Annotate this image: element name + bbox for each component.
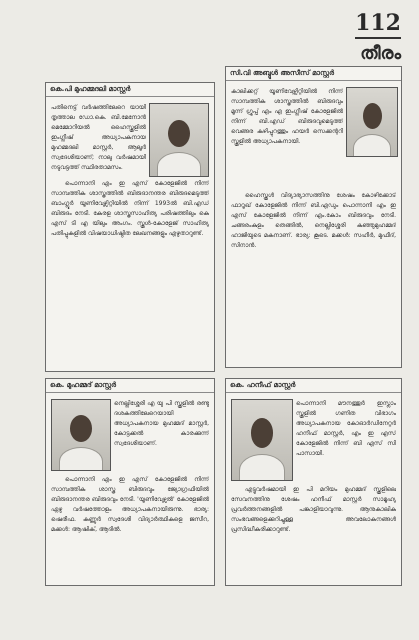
magazine-title: തീരം	[360, 43, 401, 64]
profile-section-muhammadali	[45, 82, 215, 372]
page-number: 112	[355, 10, 401, 39]
section-title: കെ.പി മുഹമ്മദലി മാസ്റ്റർ	[46, 83, 214, 97]
profile-section-abdul-azeez	[225, 66, 402, 368]
section-intro-text: പൊന്നാനി മൗനത്തൂർ ഇസ്ലാം സ്കൂളിൽ ഗണിത വിഭാഗം അധ്യാപകനായ കോഓർഡിനേറ്റർ ഹനീഫ് മാസ്റ്റർ, എം ഇ എസ് കോളേജിൽ നിന്ന് ബി എസ് സി പാസായി.	[296, 400, 396, 457]
portrait-photo	[346, 87, 398, 157]
profile-section-haneef	[225, 378, 402, 586]
portrait-photo	[51, 399, 111, 471]
portrait-photo	[149, 103, 209, 177]
section-title: കെ. ഹനീഫ് മാസ്റ്റർ	[226, 379, 401, 393]
section-title: കെ. മുഹമ്മദ് മാസ്റ്റർ	[46, 379, 214, 393]
profile-section-muhammad	[45, 378, 215, 586]
section-body-text: എട്ടുവർഷമായി ഇ പി മറിയം മുഹമ്മദ് സ്കൂളിലെ സേവനത്തിനു ശേഷം ഹനീഫ് മാസ്റ്റർ സാമൂഹ്യ പ്രവർത്തനങ്ങളിൽ പങ്കാളിയാവുന്നു. ആനുകാലിക സംഭവങ്ങളെക്കുറിച്ചുള്ള അവലോകനങ്ങൾ പ്രസിദ്ധീകരിക്കാറുണ്ട്.	[231, 486, 396, 533]
section-body-text: പൊന്നാനി എം ഇ എസ് കോളേജിൽ നിന്ന് സാമ്പത്തിക ശാസ്ത്ര ബിരുദവും ജ്യോഗ്രഫിയിൽ ബിരുദാനന്തര ബിരുദവും നേടി. 'യൂണിവേഴ്സൽ' കോളേജിൽ ഏഴു വർഷത്തോളം അധ്യാപകനായിരുന്നു. ഭാര്യ: ഷെരീഫ. കണ്ണൂർ സ്വദേശി വിദ്യാർത്ഥികളെ ജസീറ, മക്കൾ: ആഷിക്, ആദിൽ.	[51, 476, 209, 533]
section-intro-text: കാലിക്കറ്റ് യൂണിവേഴ്സിറ്റിയിൽ നിന്ന് സാമ്പത്തിക ശാസ്ത്രത്തിൽ ബിരുദവും മൂന്ന് ഗ്രൂപ്പ് എം എ ഇംഗ്ലീഷ് കോളേജിൽ നിന്ന് ബി.എഡ് ബിരുദവുമെടുത്ത് വെങ്ങര കുഴിപ്പുറത്തും ഹയർ സെക്കന്ററി സ്കൂളിൽ അധ്യാപകനായി.	[231, 88, 343, 145]
section-intro-text: നെല്ലിശ്ശേരി എ യു പി സ്കൂളിൽ രണ്ടു ദശകത്തിലേറെയായി അധ്യാപകനായ മുഹമ്മദ് മാസ്റ്റർ, കോട്ടക്കൽ കാരക്കുന്ന് സ്വദേശിയാണ്.	[114, 400, 209, 447]
page-header	[355, 10, 401, 64]
portrait-photo	[231, 399, 293, 481]
section-title: സി.വി അബ്ദുൾ അസീസ് മാസ്റ്റർ	[226, 67, 401, 81]
section-body-text: ഹൈസ്കൂൾ വിദ്യാഭ്യാസത്തിനു ശേഷം കോഴിക്കോട് ഫാറൂഖ് കോളേജിൽ നിന്ന് ബി.എഡും പൊന്നാനി എം ഇ എസ് കോളേജിൽ നിന്ന് എം.കോം ബിരുദവും നേടി. ചങ്ങരംകുളം തെങ്ങിൽ, നെല്ലിശ്ശേരി കുഞ്ഞുമുഹമ്മദ് ഹാജിയുടെ മകനാണ്. ഭാര്യ: കൂടെ. മക്കൾ: സഹീർ, മുഫീദ്, സിനാൻ.	[231, 192, 396, 249]
section-body-text: പൊന്നാനി എം ഇ എസ് കോളേജിൽ നിന്ന് സാമ്പത്തിക ശാസ്ത്രത്തിൽ ബിരുദാനന്തര ബിരുദമെടുത്ത് ബാംഗ്ലൂർ യൂണിവേഴ്സിറ്റിയിൽ നിന്ന് 1993ൽ ബി.എഡ് ബിരുദം നേടി. കേരള ശാസ്ത്രസാഹിത്യ പരിഷത്തിലും കെ എസ് ടി എ യിലും അംഗം. സ്കൂൾ-കോളേജ് സാഹിത്യ പതിപ്പുകളിൽ വിഷയാധിഷ്ഠിത ലേഖനങ്ങളും എഴുതാറുണ്ട്.	[51, 180, 209, 237]
section-intro-text: പതിനെട്ട് വർഷത്തിലേറെ യായി തൃത്താല ഡോ.കെ. ബി.മേനോൻ മെമ്മോറിയൽ ഹൈസ്കൂളിൽ ഇംഗ്ലീഷ് അധ്യാപകനായ മുഹമ്മദലി മാസ്റ്റർ, ആലൂർ സ്വദേശിയാണ്; നാലു വർഷമായി നടുവട്ടത്ത് സ്ഥിരതാമസം.	[51, 104, 146, 171]
